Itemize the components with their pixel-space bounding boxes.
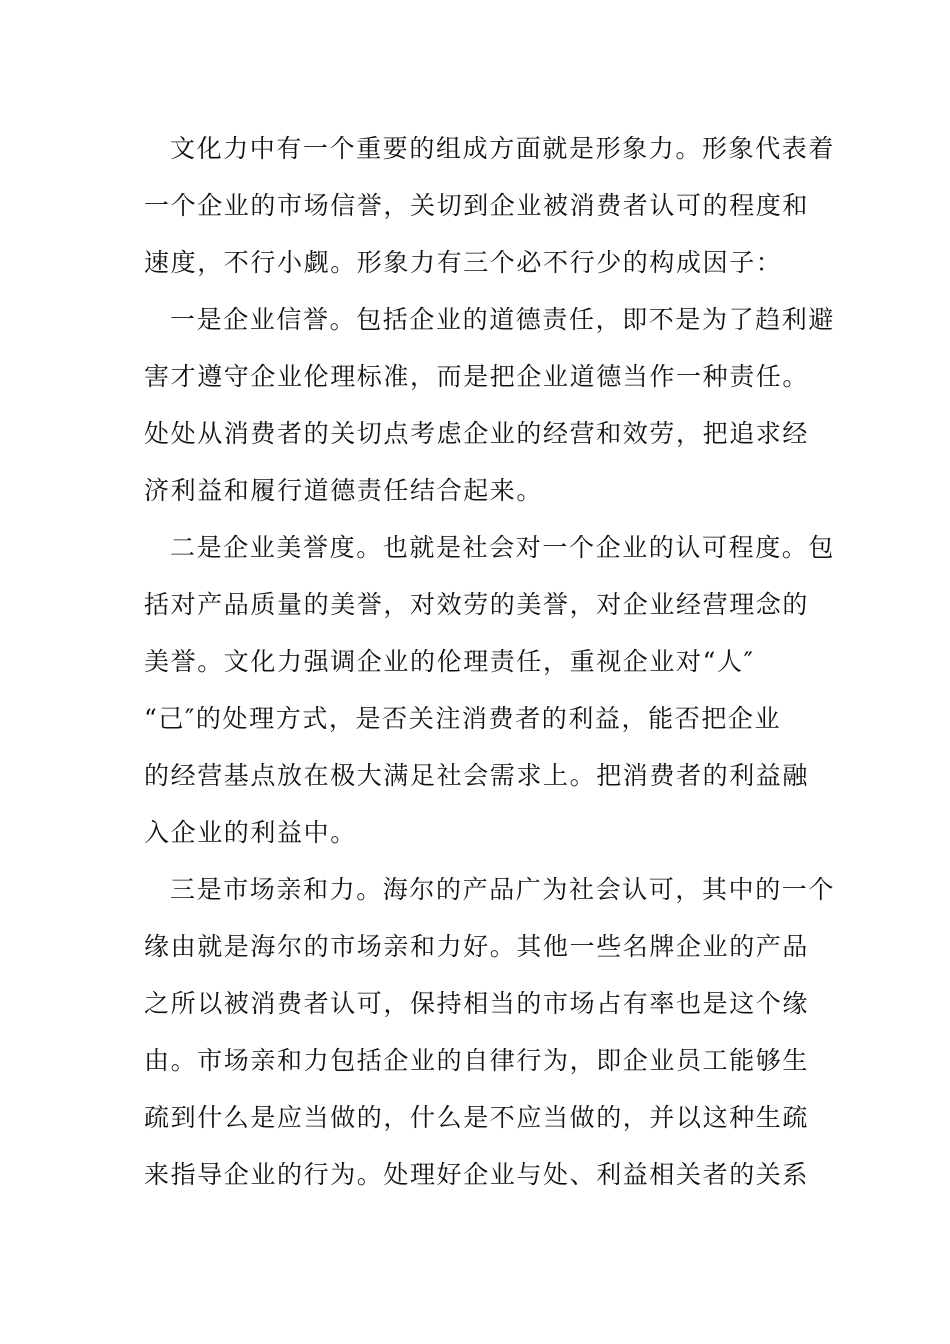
paragraph-line: 来指导企业的行为。处理好企业与处、利益相关者的关系: [144, 1160, 810, 1189]
paragraph-line: “己″的处理方式，是否关注消费者的利益，能否把企业: [144, 704, 782, 733]
paragraph-line: 疏到什么是应当做的，什么是不应当做的，并以这种生疏: [144, 1103, 810, 1132]
paragraph-1: [144, 120, 836, 291]
paragraph-2: [144, 291, 836, 519]
paragraph-line: 二是企业美誉度。也就是社会对一个企业的认可程度。包: [170, 533, 836, 562]
paragraph-line: 缘由就是海尔的市场亲和力好。其他一些名牌企业的产品: [144, 932, 810, 961]
paragraph-3: [144, 519, 836, 861]
paragraph-line: 入企业的利益中。: [144, 818, 357, 847]
paragraph-line: 由。市场亲和力包括企业的自律行为，即企业员工能够生: [144, 1046, 810, 1075]
paragraph-line: 一是企业信誉。包括企业的道德责任，即不是为了趋利避: [170, 305, 836, 334]
paragraph-line: 的经营基点放在极大满足社会需求上。把消费者的利益融: [144, 761, 810, 790]
paragraph-line: 文化力中有一个重要的组成方面就是形象力。形象代表着: [170, 134, 836, 163]
paragraph-line: 速度，不行小觑。形象力有三个必不行少的构成因子：: [144, 248, 783, 277]
paragraph-line: 之所以被消费者认可，保持相当的市场占有率也是这个缘: [144, 989, 810, 1018]
paragraph-line: 三是市场亲和力。海尔的产品广为社会认可，其中的一个: [170, 875, 836, 904]
paragraph-line: 处处从消费者的关切点考虑企业的经营和效劳，把追求经: [144, 419, 810, 448]
paragraph-4: [144, 861, 836, 1203]
paragraph-line: 美誉。文化力强调企业的伦理责任，重视企业对“人″: [144, 647, 755, 676]
document-body: [144, 120, 836, 1203]
paragraph-line: 一个企业的市场信誉，关切到企业被消费者认可的程度和: [144, 191, 810, 220]
paragraph-line: 害才遵守企业伦理标准，而是把企业道德当作一种责任。: [144, 362, 810, 391]
paragraph-line: 济利益和履行道德责任结合起来。: [144, 476, 544, 505]
paragraph-line: 括对产品质量的美誉，对效劳的美誉，对企业经营理念的: [144, 590, 810, 619]
